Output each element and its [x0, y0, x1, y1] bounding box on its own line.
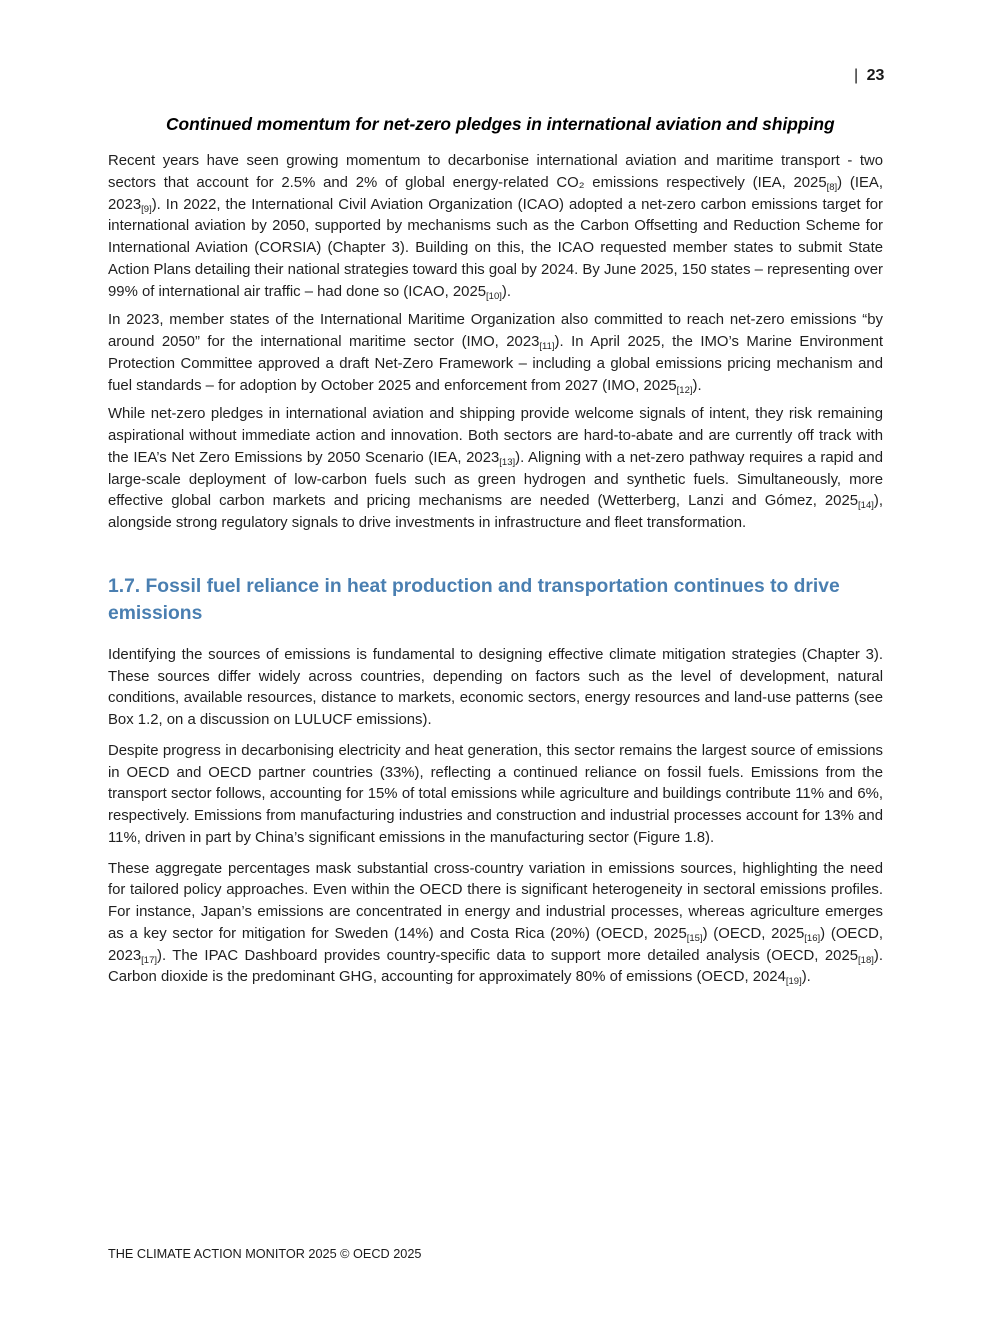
paragraph	[108, 741, 883, 850]
reference-marker[interactable]: [16]	[804, 932, 821, 944]
paragraph-text: ). In 2022, the International Civil Aviation Organization (ICAO) adopted a net-zero carbon emissions target for international aviation by 2050, supported by mechanisms such as the Carbon Offsetting and Reduction Scheme for International Aviation (CORSIA) (Chapter 3). Building on this, the ICAO requested member states to submit State Action Plans detailing their national strategies toward this goal by 2024. By June 2025, 150 states – representing over 99% of international air traffic – had done so (ICAO, 2025	[108, 196, 883, 300]
paragraph	[108, 859, 883, 990]
page-number	[854, 66, 884, 86]
paragraph-text: In 2023, member states of the International Maritime Organization also committed to reach net-zero emissions “by around 2050” for the international maritime sector (IMO, 2023	[108, 312, 883, 350]
paragraph-text: Recent years have seen growing momentum to decarbonise international aviation and maritime transport - two sectors that account for 2.5% and 2% of global energy-related CO₂ emissions respectively (IEA, 2025	[108, 153, 883, 191]
paragraph-text: ) (IEA, 2023	[108, 174, 883, 213]
paragraph-text: ). In April 2025, the IMO’s Marine Environment Protection Committee approved a draft Net-Zero Framework – including a global emissions pricing mechanism and fuel standards – for adoption by October 2025 and enforcement from 2027 (IMO, 2025	[108, 334, 883, 394]
paragraph	[108, 151, 883, 303]
reference-marker[interactable]: [10]	[486, 290, 502, 302]
paragraph	[108, 404, 883, 535]
reference-marker[interactable]: [17]	[141, 954, 157, 966]
section-heading: 1.7. Fossil fuel reliance in heat production and transportation continues to drive emissions	[108, 575, 840, 624]
paragraph-text: ). Carbon dioxide is the predominant GHG, accounting for approximately 80% of emissions (OECD, 2024	[108, 947, 883, 986]
paragraph-text: ).	[801, 969, 811, 986]
paragraph-text: ). Aligning with a net-zero pathway requires a rapid and large-scale deployment of low-carbon fuels such as green hydrogen and synthetic fuels. Simultaneously, more effective global carbon markets and pricing mechanisms are needed (Wetterberg, Lanzi and Gómez, 2025	[108, 449, 883, 510]
main-content	[108, 151, 883, 989]
reference-marker[interactable]: [14]	[858, 500, 874, 512]
paragraph-text: Identifying the sources of emissions is fundamental to designing effective climate mitigation strategies (Chapter 3). These sources differ widely across countries, depending on factors such as the level of development, natural conditions, available resources, distance to markets, economic sectors, energy resources and land-use patterns (see Box 1.2, on a discussion on LULUCF emissions).	[108, 646, 883, 728]
reference-marker[interactable]: [15]	[686, 932, 703, 944]
footer-copyright: THE CLIMATE ACTION MONITOR 2025 © OECD 2025	[108, 1247, 422, 1261]
reference-marker[interactable]: [9]	[141, 203, 152, 215]
paragraph-text: ) (OECD, 2025	[702, 925, 805, 942]
paragraph-text: ). The IPAC Dashboard provides country-specific data to support more detailed analysis (OECD, 2025	[157, 947, 859, 964]
reference-marker[interactable]: [8]	[826, 181, 838, 193]
reference-marker[interactable]: [13]	[499, 456, 516, 468]
paragraph-text: ).	[501, 283, 511, 300]
paragraph-text: These aggregate percentages mask substantial cross-country variation in emissions sources, highlighting the need for tailored policy approaches. Even within the OECD there is significant heterogeneity in sectoral emissions profiles. For instance, Japan’s emissions are concentrated in energy and industrial processes, whereas agriculture emerges as a key sector for mitigation for Sweden (14%) and Costa Rica (20%) (OECD, 2025	[108, 860, 883, 942]
paragraph-text: ) (OECD, 2023	[108, 925, 883, 964]
reference-marker[interactable]: [19]	[785, 976, 802, 988]
page-number-separator: |	[854, 67, 859, 84]
reference-marker[interactable]: [12]	[676, 384, 693, 396]
paragraph-text: ), alongside strong regulatory signals to drive investments in infrastructure and fleet transformation.	[108, 493, 883, 531]
paragraph-text: While net-zero pledges in international aviation and shipping provide welcome signals of intent, they risk remaining aspirational without immediate action and innovation. Both sectors are hard-to-abate and are currently off track with the IEA’s Net Zero Emissions by 2050 Scenario (IEA, 2023	[108, 406, 883, 466]
page-number-value: 23	[866, 67, 885, 84]
paragraph	[108, 645, 883, 732]
paragraph-text: Despite progress in decarbonising electricity and heat generation, this sector remains the largest source of emissions in OECD and OECD partner countries (33%), reflecting a continued reliance on fossil fuels. Emissions from the transport sector follows, accounting for 15% of total emissions while agriculture and buildings contribute 11% and 6%, respectively. Emissions from manufacturing industries and construction and industrial processes account for 13% and 11%, driven in part by China’s significant emissions in the manufacturing sector (Figure 1.8).	[108, 742, 883, 846]
paragraph	[108, 310, 883, 397]
reference-marker[interactable]: [18]	[858, 954, 874, 966]
box-title: Continued momentum for net-zero pledges in international aviation and shipping	[166, 114, 835, 134]
reference-marker[interactable]: [11]	[539, 341, 555, 352]
paragraph-text: ).	[692, 377, 702, 394]
